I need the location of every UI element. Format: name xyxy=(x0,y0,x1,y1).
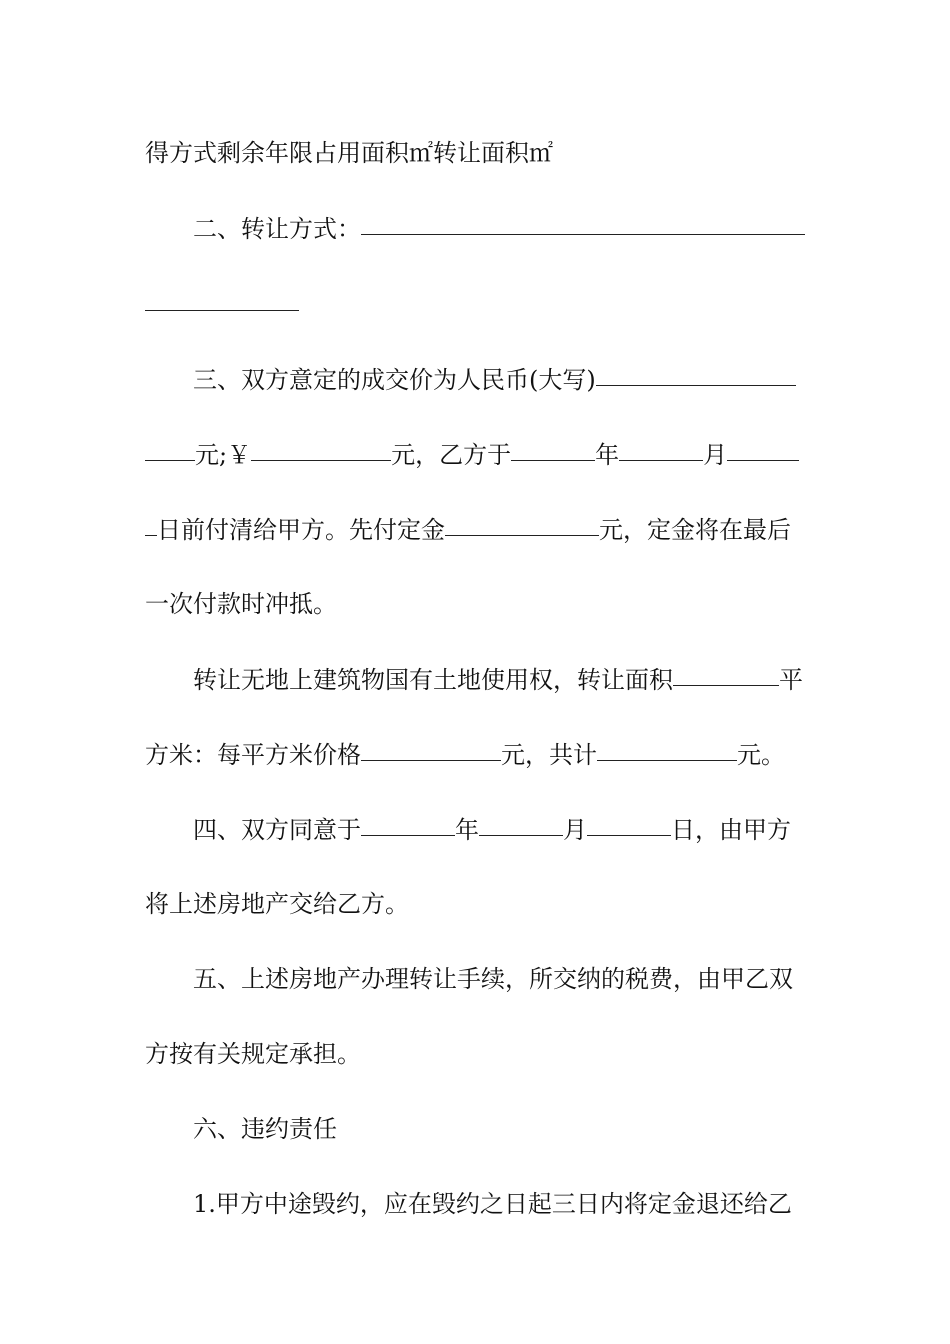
text-line-acquisition xyxy=(145,131,805,175)
unit-price-text: 方米：每平方米价格 xyxy=(145,741,361,769)
handover-text: 将上述房地产交给乙方。 xyxy=(145,890,409,918)
section-4-line-1 xyxy=(145,807,805,851)
section-3-text: 三、双方意定的成交价为人民币(大写) xyxy=(193,366,596,394)
section-2-label: 二、转让方式： xyxy=(193,215,361,243)
yuan-party-b-text: 元，乙方于 xyxy=(391,441,512,469)
section-5-continuation: 方按有关规定承担。 xyxy=(145,1040,361,1068)
pay-day-blank-cont[interactable] xyxy=(145,505,157,536)
pay-day-blank[interactable] xyxy=(727,430,799,461)
total-text: 元，共计 xyxy=(501,741,597,769)
handover-year-blank[interactable] xyxy=(361,805,455,836)
deposit-text: 日前付清给甲方。先付定金 xyxy=(157,516,445,544)
section-3-line-2 xyxy=(145,432,805,476)
section-2-continuation xyxy=(145,282,805,326)
price-number-blank[interactable] xyxy=(251,430,391,461)
deposit-blank[interactable] xyxy=(445,505,599,536)
land-transfer-line-1 xyxy=(145,657,805,701)
section-6-item-1 xyxy=(145,1182,805,1226)
section-6-heading xyxy=(145,1107,805,1151)
land-transfer-line-2 xyxy=(145,732,805,776)
acquisition-text: 得方式剩余年限占用面积㎡转让面积㎡ xyxy=(145,139,553,167)
land-transfer-text: 转让无地上建筑物国有土地使用权，转让面积 xyxy=(193,666,673,694)
pay-year-blank[interactable] xyxy=(511,430,595,461)
section-5-text: 五、上述房地产办理转让手续，所交纳的税费，由甲乙双 xyxy=(193,965,793,993)
handover-day-blank[interactable] xyxy=(587,805,671,836)
month-text: 月 xyxy=(703,441,728,469)
yuan-yen-text: 元;￥ xyxy=(195,441,252,469)
handover-day-text: 日，由甲方 xyxy=(671,816,791,844)
section-5-line-2 xyxy=(145,1032,805,1076)
section-5-line-1 xyxy=(145,957,805,1001)
handover-month-text: 月 xyxy=(563,816,587,844)
section-4-text: 四、双方同意于 xyxy=(193,816,361,844)
handover-month-blank[interactable] xyxy=(479,805,563,836)
transfer-method-blank-cont[interactable] xyxy=(145,280,299,311)
section-4-line-2 xyxy=(145,882,805,926)
price-capital-blank-cont[interactable] xyxy=(145,430,195,461)
final-payment-text: 一次付款时冲抵。 xyxy=(145,590,337,618)
section-3-line-4 xyxy=(145,582,805,626)
section-3-price xyxy=(145,357,805,401)
handover-year-text: 年 xyxy=(455,816,479,844)
transfer-area-blank[interactable] xyxy=(673,655,779,686)
section-2-transfer-method xyxy=(145,206,805,250)
price-capital-blank[interactable] xyxy=(596,355,796,386)
ping-text: 平 xyxy=(779,666,803,694)
year-text: 年 xyxy=(595,441,620,469)
total-blank[interactable] xyxy=(597,730,737,761)
breach-party-a-text: 1.甲方中途毁约，应在毁约之日起三日内将定金退还给乙 xyxy=(193,1190,792,1218)
unit-price-blank[interactable] xyxy=(361,730,501,761)
deposit-offset-text: 元，定金将在最后 xyxy=(599,516,791,544)
section-3-line-3 xyxy=(145,507,805,551)
yuan-end-text: 元。 xyxy=(737,741,785,769)
pay-month-blank[interactable] xyxy=(619,430,703,461)
section-6-title: 六、违约责任 xyxy=(193,1115,337,1143)
transfer-method-blank[interactable] xyxy=(361,204,805,235)
